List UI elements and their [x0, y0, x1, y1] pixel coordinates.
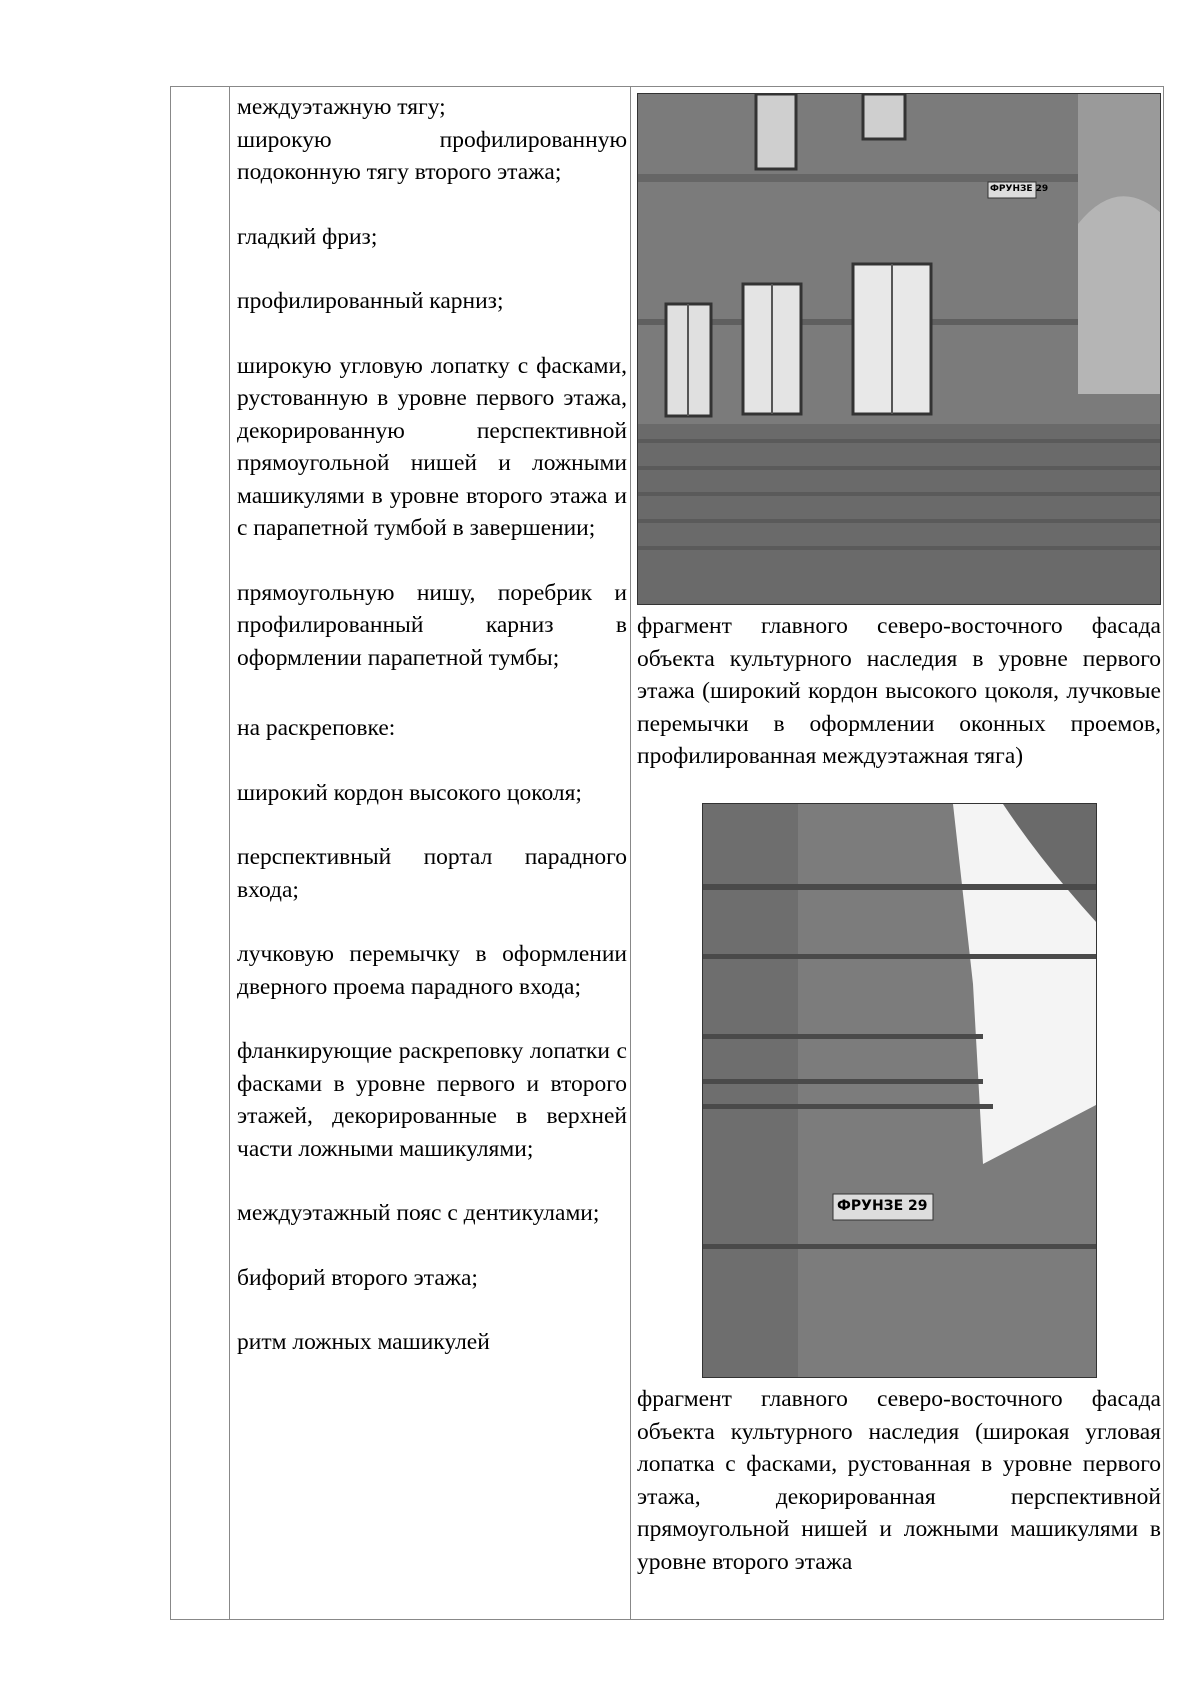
facade-photo-1 — [637, 93, 1161, 605]
house-number-plate: ФРУНЗЕ 29 — [990, 184, 1049, 194]
photo-caption-2: фрагмент главного северо-восточного фасада объекта культурного наследия (широкая угловая лопатка с фасками, рустованная в уровне первого этажа, декорированная перспективной прямоугольной нишей и ложными машикулями в уровне второго этажа — [637, 1386, 1161, 1575]
list-item: междуэтажный пояс с дентикулами; — [237, 1200, 600, 1226]
list-item: широкую угловую лопатку с фасками, рустованную в уровне первого этажа, декорированную перспективной прямоугольной нишей и ложными машикулями в уровне второго этажа и с парапетной тумбой в завершении; — [237, 352, 627, 541]
list-item: гладкий фриз; — [237, 223, 378, 250]
table-divider-2 — [630, 86, 631, 1620]
list-item: ритм ложных машикулей — [237, 1329, 490, 1355]
house-number-plate: ФРУНЗЕ 29 — [837, 1198, 928, 1214]
list-item: прямоугольную нишу, поребрик и профилированный карниз в оформлении парапетной тумбы; — [237, 579, 627, 671]
photo-caption-1: фрагмент главного северо-восточного фасада объекта культурного наследия в уровне первого этажа (широкий кордон высокого цоколя, лучковые перемычки в оформлении оконных проемов, профилированная междуэтажная тяга) — [637, 613, 1161, 769]
list-item: профилированный карниз; — [237, 288, 504, 314]
list-item: на раскреповке: — [237, 715, 396, 741]
list-item: фланкирующие раскреповку лопатки с фасками в уровне первого и второго этажей, декорированные в верхней части ложными машикулями; — [237, 1038, 627, 1162]
table-divider-1 — [229, 86, 230, 1620]
list-item: широкую профилированную подоконную тягу второго этажа; — [237, 126, 627, 185]
list-item: междуэтажную тягу; — [237, 94, 446, 120]
list-item: перспективный портал парадного входа; — [237, 844, 627, 903]
list-item: бифорий второго этажа; — [237, 1264, 478, 1291]
list-item: широкий кордон высокого цоколя; — [237, 779, 582, 806]
list-item: лучковую перемычку в оформлении дверного проема парадного входа; — [237, 941, 627, 1000]
facade-photo-2 — [702, 803, 1097, 1378]
elements-list — [237, 91, 627, 1359]
